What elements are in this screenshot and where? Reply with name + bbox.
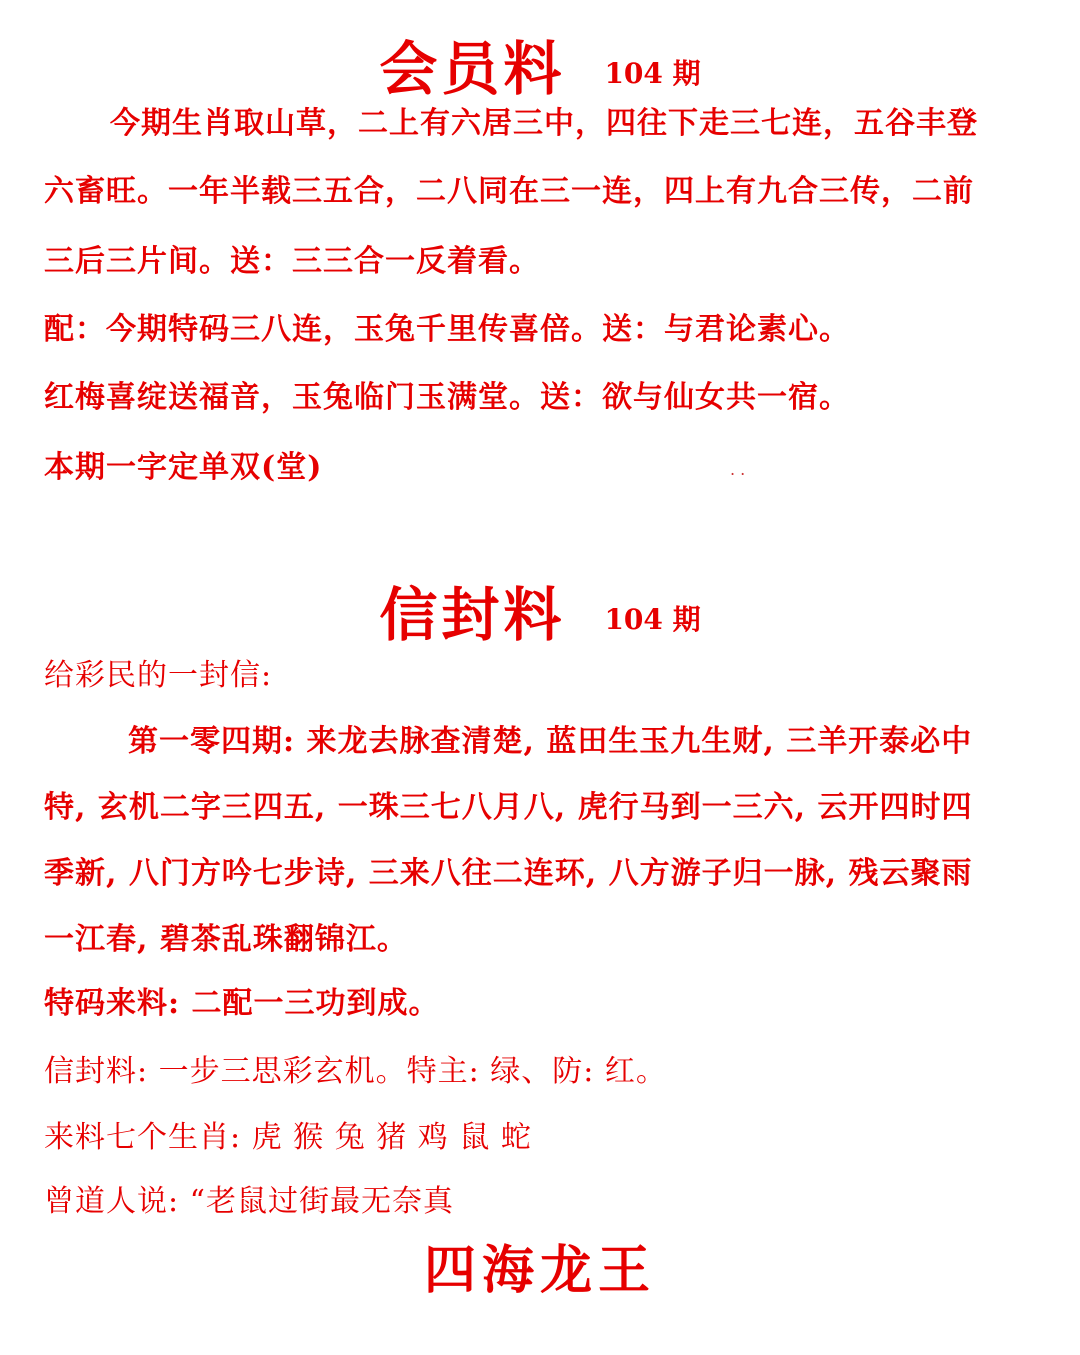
- signature: 四海龙王: [423, 1240, 656, 1301]
- envelope-line-2: 第一零四期: 来龙去脉查清楚, 蓝田生玉九生财, 三羊开泰必中: [128, 724, 973, 759]
- envelope-line-9: 曾道人说: “老鼠过街最无奈真: [44, 1184, 454, 1219]
- envelope-line-7: 信封料: 一步三思彩玄机。特主: 绿、防: 红。: [44, 1054, 667, 1089]
- member-line-5: 红梅喜绽送福音，玉兔临门玉满堂。送：欲与仙女共一宿。: [44, 380, 850, 415]
- member-section-title: 会员料: [379, 35, 566, 103]
- envelope-line-1: 给彩民的一封信:: [44, 658, 273, 693]
- envelope-section-heading: [0, 568, 1080, 652]
- envelope-line-6: 特码来料: 二配一三功到成。: [44, 986, 440, 1021]
- member-section-issue: 104 期: [604, 57, 701, 90]
- member-line-2: 六畜旺。一年半载三五合，二八同在三一连，四上有九合三传，二前: [44, 174, 974, 209]
- envelope-line-4: 季新, 八门方吟七步诗, 三来八往二连环, 八方游子归一脉, 残云聚雨: [44, 856, 973, 891]
- envelope-line-8: 来料七个生肖: 虎 猴 兔 猪 鸡 鼠 蛇: [44, 1120, 532, 1155]
- envelope-section-title: 信封料: [379, 581, 566, 649]
- stray-dots: . .: [730, 460, 746, 479]
- member-section-heading: [0, 22, 1080, 106]
- member-line-6: 本期一字定单双(堂): [44, 450, 323, 485]
- member-line-1: 今期生肖取山草，二上有六居三中，四往下走三七连，五谷丰登: [110, 106, 978, 141]
- envelope-line-3: 特, 玄机二字三四五, 一珠三七八月八, 虎行马到一三六, 云开四时四: [44, 790, 973, 825]
- member-line-4: 配：今期特码三八连，玉兔千里传喜倍。送：与君论素心。: [44, 312, 850, 347]
- envelope-line-5: 一江春, 碧茶乱珠翻锦江。: [44, 922, 408, 957]
- member-line-3: 三后三片间。送：三三合一反着看。: [44, 244, 540, 279]
- envelope-section-issue: 104 期: [604, 603, 701, 636]
